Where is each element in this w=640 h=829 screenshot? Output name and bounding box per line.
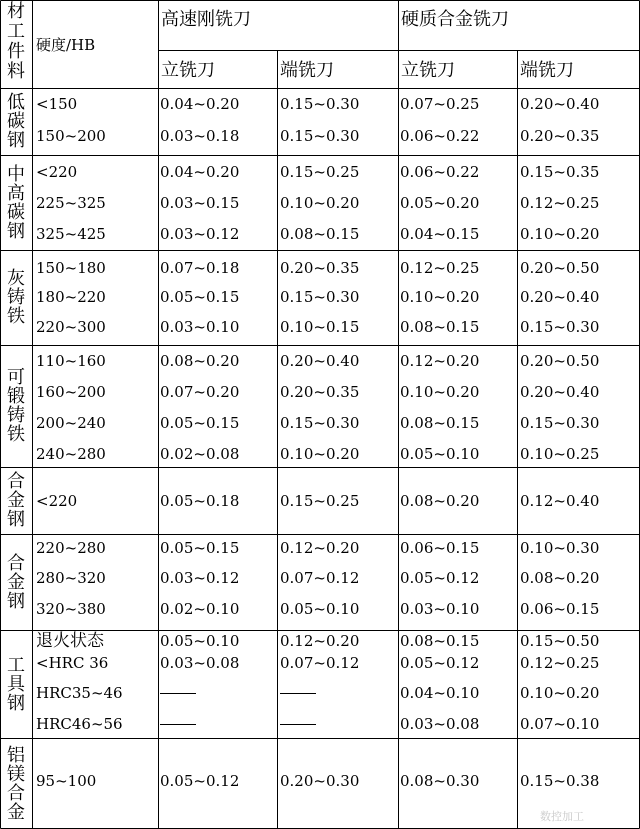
carbide-cutter-header: 硬质合金铣刀: [401, 9, 509, 30]
feed-value-cell: 0.10~0.25: [520, 445, 600, 463]
feed-value-cell: 0.07~0.20: [160, 383, 240, 401]
feed-value-cell: 0.04~0.20: [160, 163, 240, 181]
feed-value-cell: 0.10~0.20: [520, 684, 600, 702]
feed-value-cell: 0.07~0.12: [280, 654, 360, 672]
feed-value-cell: 0.05~0.15: [160, 414, 240, 432]
feed-value-cell: 0.03~0.12: [160, 225, 240, 243]
hardness-cell: 150~180: [36, 259, 106, 277]
feed-value-cell: 0.20~0.35: [280, 383, 360, 401]
hardness-cell: <220: [36, 492, 78, 510]
feed-value-cell: 0.20~0.30: [280, 772, 360, 790]
feed-value-cell: 0.10~0.20: [400, 288, 480, 306]
not-applicable-dash: [280, 693, 316, 694]
hardness-cell: 280~320: [36, 569, 106, 587]
material-label: 合 金 钢: [7, 552, 25, 612]
feed-value-cell: 0.15~0.25: [280, 163, 360, 181]
feed-value-cell: 0.12~0.25: [520, 194, 600, 212]
feed-value-cell: 0.07~0.18: [160, 259, 240, 277]
hardness-cell: 325~425: [36, 225, 106, 243]
hardness-cell: 160~200: [36, 383, 106, 401]
feed-value-cell: 0.15~0.38: [520, 772, 600, 790]
feed-value-cell: 0.04~0.10: [400, 684, 480, 702]
feed-value-cell: 0.05~0.10: [280, 600, 360, 618]
hss-vertical-mill-header: 立铣刀: [161, 60, 215, 81]
feed-value-cell: 0.10~0.20: [280, 445, 360, 463]
feed-value-cell: 0.07~0.25: [400, 95, 480, 113]
hardness-cell: 200~240: [36, 414, 106, 432]
feed-value-cell: 0.05~0.10: [160, 632, 240, 650]
feed-value-cell: 0.15~0.30: [520, 414, 600, 432]
feed-value-cell: 0.05~0.20: [400, 194, 480, 212]
feed-value-cell: 0.08~0.30: [400, 772, 480, 790]
feed-value-cell: 0.12~0.20: [400, 352, 480, 370]
material-label: 合 金 钢: [7, 471, 25, 530]
feed-value-cell: 0.10~0.20: [280, 194, 360, 212]
feed-value-cell: 0.15~0.30: [280, 414, 360, 432]
feed-value-cell: 0.03~0.08: [400, 715, 480, 733]
material-label: 低 碳 钢: [7, 92, 25, 151]
feed-value-cell: 0.12~0.20: [280, 539, 360, 557]
not-applicable-dash: [160, 693, 196, 694]
not-applicable-dash: [280, 724, 316, 725]
feed-value-cell: 0.12~0.25: [400, 259, 480, 277]
feed-value-cell: 0.15~0.35: [520, 163, 600, 181]
feed-value-cell: 0.10~0.20: [400, 383, 480, 401]
feed-value-cell: 0.08~0.15: [400, 632, 480, 650]
hardness-cell: <220: [36, 163, 78, 181]
feed-value-cell: 0.20~0.40: [520, 383, 600, 401]
feed-value-cell: 0.12~0.20: [280, 632, 360, 650]
feed-value-cell: 0.03~0.08: [160, 654, 240, 672]
carbide-end-mill-header: 端铣刀: [520, 60, 574, 81]
feed-value-cell: 0.08~0.15: [400, 318, 480, 336]
feed-value-cell: 0.20~0.35: [280, 259, 360, 277]
material-header: 材工件料: [7, 1, 25, 82]
hardness-cell: 220~300: [36, 318, 106, 336]
hardness-cell: 320~380: [36, 600, 106, 618]
feed-value-cell: 0.15~0.30: [280, 288, 360, 306]
feed-value-cell: 0.03~0.18: [160, 127, 240, 145]
feed-value-cell: 0.12~0.40: [520, 492, 600, 510]
feed-value-cell: 0.06~0.15: [400, 539, 480, 557]
hardness-cell: 220~280: [36, 539, 106, 557]
feed-value-cell: 0.07~0.10: [520, 715, 600, 733]
feed-value-cell: 0.20~0.40: [520, 95, 600, 113]
feed-value-cell: 0.10~0.30: [520, 539, 600, 557]
feed-value-cell: 0.10~0.15: [280, 318, 360, 336]
hardness-header: 硬度/HB: [36, 36, 96, 54]
hardness-cell: 150~200: [36, 127, 106, 145]
feed-value-cell: 0.15~0.50: [520, 632, 600, 650]
feed-value-cell: 0.15~0.30: [520, 318, 600, 336]
feed-value-cell: 0.08~0.20: [400, 492, 480, 510]
feed-value-cell: 0.02~0.10: [160, 600, 240, 618]
hardness-cell: 240~280: [36, 445, 106, 463]
feed-value-cell: 0.10~0.20: [520, 225, 600, 243]
feed-value-cell: 0.03~0.10: [160, 318, 240, 336]
hardness-cell: HRC35~46: [36, 684, 123, 702]
hardness-cell: HRC46~56: [36, 715, 123, 733]
feed-value-cell: 0.05~0.18: [160, 492, 240, 510]
feed-value-cell: 0.20~0.40: [520, 288, 600, 306]
hardness-cell: 225~325: [36, 194, 106, 212]
feed-value-cell: 0.07~0.12: [280, 569, 360, 587]
feed-value-cell: 0.06~0.22: [400, 127, 480, 145]
feed-value-cell: 0.05~0.12: [400, 569, 480, 587]
feed-value-cell: 0.03~0.15: [160, 194, 240, 212]
hss-end-mill-header: 端铣刀: [280, 60, 334, 81]
hardness-cell: <150: [36, 95, 78, 113]
feed-value-cell: 0.12~0.25: [520, 654, 600, 672]
feed-value-cell: 0.03~0.10: [400, 600, 480, 618]
feed-value-cell: 0.15~0.30: [280, 95, 360, 113]
watermark: 数控加工: [540, 810, 584, 823]
feed-value-cell: 0.08~0.15: [280, 225, 360, 243]
feed-value-cell: 0.05~0.15: [160, 288, 240, 306]
feed-value-cell: 0.05~0.12: [400, 654, 480, 672]
carbide-vertical-mill-header: 立铣刀: [401, 60, 455, 81]
feed-value-cell: 0.04~0.15: [400, 225, 480, 243]
feed-value-cell: 0.20~0.50: [520, 352, 600, 370]
hardness-cell: 95~100: [36, 772, 97, 790]
feed-value-cell: 0.20~0.35: [520, 127, 600, 145]
feed-value-cell: 0.15~0.25: [280, 492, 360, 510]
feed-value-cell: 0.08~0.15: [400, 414, 480, 432]
material-label: 铝 镁 合 金: [7, 744, 25, 823]
material-label: 灰 铸 铁: [7, 268, 25, 327]
not-applicable-dash: [160, 724, 196, 725]
feed-value-cell: 0.05~0.10: [400, 445, 480, 463]
feed-value-cell: 0.02~0.08: [160, 445, 240, 463]
material-label: 工 具 钢: [7, 654, 25, 714]
feed-value-cell: 0.08~0.20: [520, 569, 600, 587]
hardness-cell: 180~220: [36, 288, 106, 306]
feed-value-cell: 0.20~0.50: [520, 259, 600, 277]
hss-cutter-header: 高速刚铣刀: [161, 9, 251, 30]
material-label: 中 高 碳 钢: [7, 163, 25, 242]
feed-value-cell: 0.03~0.12: [160, 569, 240, 587]
material-label: 可 锻 铸 铁: [7, 367, 25, 445]
feed-value-cell: 0.06~0.15: [520, 600, 600, 618]
feed-value-cell: 0.20~0.40: [280, 352, 360, 370]
feed-value-cell: 0.05~0.15: [160, 539, 240, 557]
feed-value-cell: 0.15~0.30: [280, 127, 360, 145]
hardness-cell: <HRC 36: [36, 654, 109, 672]
feed-value-cell: 0.05~0.12: [160, 772, 240, 790]
hardness-cell: 退火状态: [36, 631, 104, 651]
hardness-cell: 110~160: [36, 352, 106, 370]
feed-value-cell: 0.04~0.20: [160, 95, 240, 113]
feed-value-cell: 0.08~0.20: [160, 352, 240, 370]
feed-value-cell: 0.06~0.22: [400, 163, 480, 181]
